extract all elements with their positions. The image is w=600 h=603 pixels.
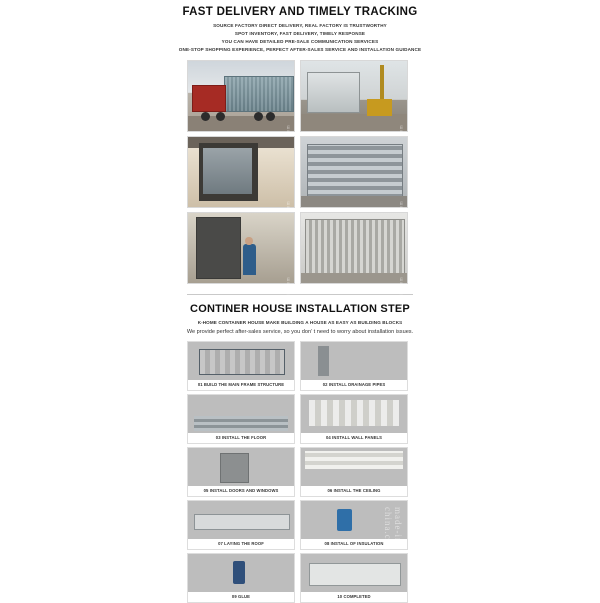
step-caption: 01 BUILD THE MAIN FRAME STRUCTURE <box>188 380 294 390</box>
bullet-line: YOU CAN HAVE DETAILED PRE-SALE COMMUNICATION SERVICES <box>221 39 379 44</box>
step-card <box>300 394 408 444</box>
step-card <box>187 500 295 550</box>
section-1-bullets <box>0 22 600 54</box>
photo-forklift-loading-truck <box>300 60 408 132</box>
photo-steel-frames-stacked <box>300 136 408 208</box>
step-caption: 04 INSTALL WALL PANELS <box>301 433 407 443</box>
section-2-subtitle-1: K-HOME CONTAINER HOUSE MAKE BUILDING A HOUSE AS EASY AS BUILDING BLOCKS <box>197 320 403 325</box>
step-card <box>300 447 408 497</box>
step-caption: 07 LAYING THE ROOF <box>188 539 294 549</box>
section-1-title: FAST DELIVERY AND TIMELY TRACKING <box>182 6 418 18</box>
step-card <box>187 341 295 391</box>
bullet-line: ONE-STOP SHOPPING EXPERIENCE, PERFECT AFTER-SALES SERVICE AND INSTALLATION GUIDANCE <box>178 47 422 52</box>
step-image <box>301 395 407 433</box>
step-caption: 05 INSTALL DOORS AND WINDOWS <box>188 486 294 496</box>
step-card <box>300 553 408 603</box>
step-caption: 08 INSTALL OF INSULATION <box>301 539 407 549</box>
step-image <box>188 395 294 433</box>
step-caption: 02 INSTALL DRAINAGE PIPES <box>301 380 407 390</box>
step-caption: 06 INSTALL THE CEILING <box>301 486 407 496</box>
section-2-title: CONTINER HOUSE INSTALLATION STEP <box>190 303 410 315</box>
step-image <box>188 501 294 539</box>
step-image <box>188 342 294 380</box>
step-card <box>187 394 295 444</box>
section-2-subtitles <box>0 319 600 337</box>
step-image <box>301 448 407 486</box>
step-card <box>187 447 295 497</box>
watermark: made-in-china.com <box>400 277 405 323</box>
step-card <box>300 500 408 554</box>
installation-section <box>0 303 600 603</box>
step-image <box>301 342 407 380</box>
bullet-line: SPOT INVENTORY, FAST DELIVERY, TIMELY RESPONSE <box>234 31 366 36</box>
step-caption: 03 INSTALL THE FLOOR <box>188 433 294 443</box>
step-image <box>188 448 294 486</box>
photo-worker-inside-container <box>187 212 295 323</box>
step-card <box>187 553 295 603</box>
photo-container-interior-loading <box>187 136 295 208</box>
photo-truck-container-loading <box>187 60 295 132</box>
watermark: made-in-china.com <box>383 507 403 554</box>
installation-steps-grid <box>187 341 413 603</box>
step-card <box>300 341 408 391</box>
step-caption: 10 COMPLETED <box>301 592 407 602</box>
step-image <box>301 554 407 592</box>
section-2-subtitle-2: We provide perfect after-sales service, so you don’ t need to worry about installation issues. <box>186 329 414 335</box>
section-divider <box>187 294 413 295</box>
bullet-line: SOURCE FACTORY DIRECT DELIVERY, REAL FACTORY IS TRUSTWORTHY <box>213 23 387 28</box>
step-image <box>188 554 294 592</box>
watermark: made-in-china.com <box>287 277 292 323</box>
photo-wall-panels-stack <box>300 212 408 323</box>
step-caption: 09 GLUE <box>188 592 294 602</box>
